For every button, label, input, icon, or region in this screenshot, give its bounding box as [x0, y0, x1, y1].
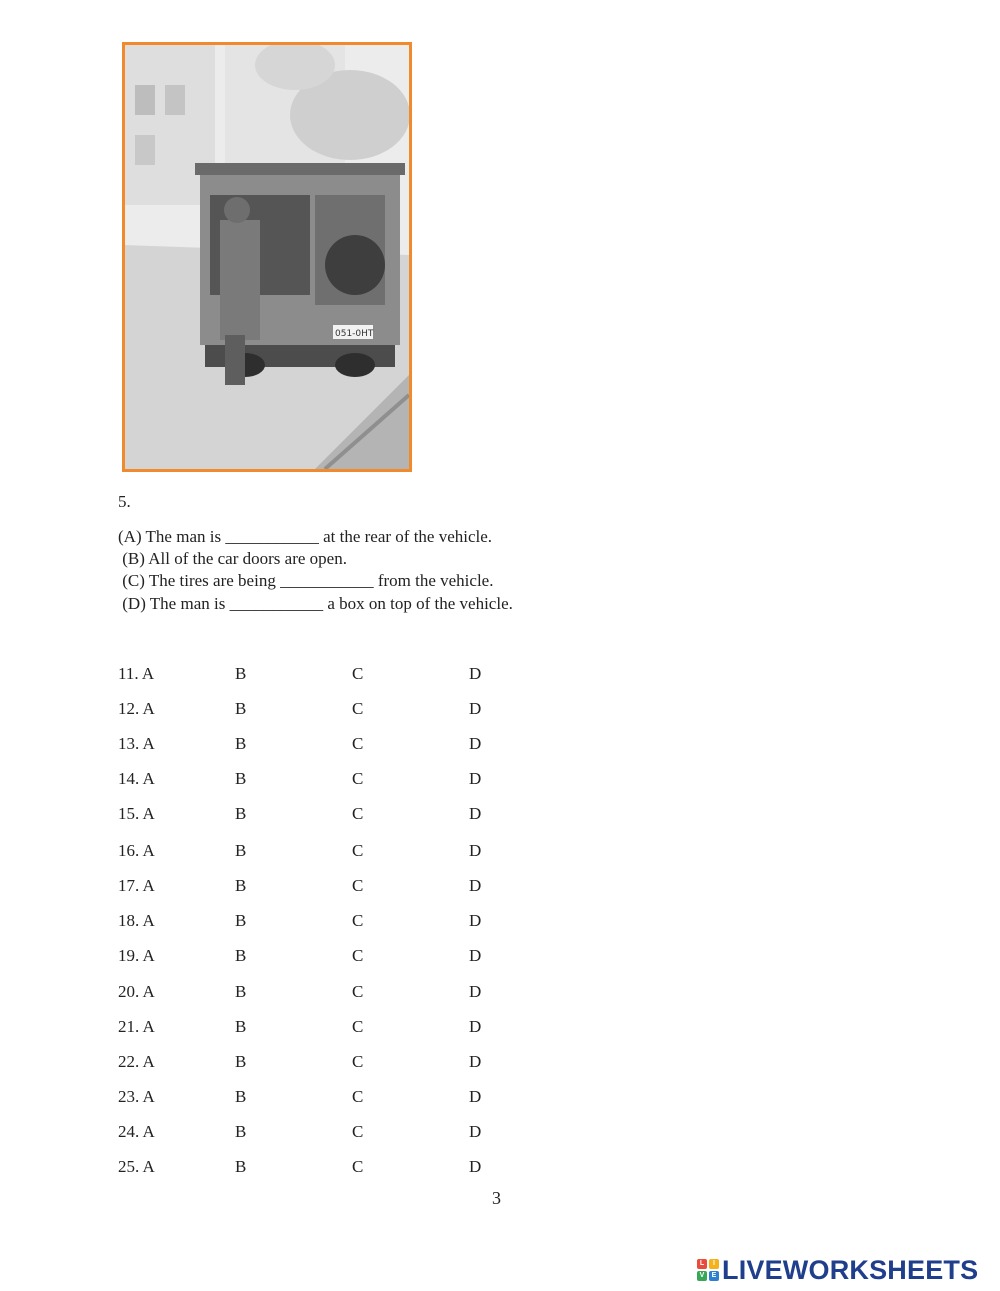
- answer-option-a[interactable]: 11. A: [118, 664, 155, 683]
- question-number: 5.: [118, 492, 131, 511]
- answer-option-d[interactable]: D: [469, 664, 482, 683]
- answer-option-c[interactable]: C: [352, 841, 364, 860]
- vehicle-photo-image: [125, 45, 409, 469]
- answer-option-c[interactable]: C: [352, 982, 364, 1001]
- answer-option-b[interactable]: B: [235, 946, 247, 965]
- answer-option-a[interactable]: 20. A: [118, 982, 155, 1001]
- option-b: (B) All of the car doors are open.: [118, 549, 347, 568]
- page-number: 3: [492, 1188, 501, 1208]
- answer-option-d[interactable]: D: [469, 1087, 482, 1106]
- liveworksheets-logo[interactable]: [697, 1255, 978, 1285]
- answer-option-c[interactable]: C: [352, 1122, 364, 1141]
- logo-wordmark: LIVEWORKSHEETS: [722, 1254, 979, 1285]
- answer-option-b[interactable]: B: [235, 804, 247, 823]
- answer-option-c[interactable]: C: [352, 1087, 364, 1106]
- answer-option-a[interactable]: 17. A: [118, 876, 155, 895]
- answer-option-b[interactable]: B: [235, 1087, 247, 1106]
- answer-option-b[interactable]: B: [235, 1017, 247, 1036]
- answer-option-a[interactable]: 12. A: [118, 699, 155, 718]
- answer-option-d[interactable]: D: [469, 841, 482, 860]
- answer-option-c[interactable]: C: [352, 804, 364, 823]
- option-c: (C) The tires are being ___________ from the vehicle.: [118, 571, 494, 590]
- answer-option-c[interactable]: C: [352, 876, 364, 895]
- answer-option-c[interactable]: C: [352, 699, 364, 718]
- answer-option-d[interactable]: D: [469, 946, 482, 965]
- answer-option-d[interactable]: D: [469, 734, 482, 753]
- answer-option-a[interactable]: 23. A: [118, 1087, 155, 1106]
- answer-option-a[interactable]: 16. A: [118, 841, 155, 860]
- answer-option-d[interactable]: D: [469, 769, 482, 788]
- logo-block-e: E: [709, 1271, 719, 1281]
- answer-option-b[interactable]: B: [235, 1052, 247, 1071]
- logo-blocks-icon: [697, 1259, 719, 1281]
- answer-option-a[interactable]: 25. A: [118, 1157, 155, 1176]
- answer-option-c[interactable]: C: [352, 1157, 364, 1176]
- answer-option-c[interactable]: C: [352, 946, 364, 965]
- answer-option-a[interactable]: 18. A: [118, 911, 155, 930]
- answer-option-b[interactable]: B: [235, 841, 247, 860]
- answer-option-d[interactable]: D: [469, 911, 482, 930]
- answer-option-a[interactable]: 22. A: [118, 1052, 155, 1071]
- answer-option-d[interactable]: D: [469, 1157, 482, 1176]
- answer-option-d[interactable]: D: [469, 1017, 482, 1036]
- answer-option-d[interactable]: D: [469, 699, 482, 718]
- vehicle-photo: [122, 42, 412, 472]
- answer-option-b[interactable]: B: [235, 982, 247, 1001]
- answer-option-b[interactable]: B: [235, 1157, 247, 1176]
- answer-option-b[interactable]: B: [235, 876, 247, 895]
- answer-option-b[interactable]: B: [235, 911, 247, 930]
- logo-block-v: V: [697, 1271, 707, 1281]
- answer-option-d[interactable]: D: [469, 1052, 482, 1071]
- answer-option-a[interactable]: 15. A: [118, 804, 155, 823]
- answer-option-d[interactable]: D: [469, 1122, 482, 1141]
- answer-option-d[interactable]: D: [469, 982, 482, 1001]
- answer-option-b[interactable]: B: [235, 734, 247, 753]
- logo-block-l: L: [697, 1259, 707, 1269]
- answer-option-c[interactable]: C: [352, 1017, 364, 1036]
- answer-option-c[interactable]: C: [352, 734, 364, 753]
- option-a: (A) The man is ___________ at the rear of the vehicle.: [118, 527, 493, 546]
- answer-option-c[interactable]: C: [352, 769, 364, 788]
- logo-block-i: I: [709, 1259, 719, 1269]
- answer-option-a[interactable]: 13. A: [118, 734, 155, 753]
- answer-option-b[interactable]: B: [235, 699, 247, 718]
- answer-option-c[interactable]: C: [352, 911, 364, 930]
- answer-option-d[interactable]: D: [469, 804, 482, 823]
- answer-option-b[interactable]: B: [235, 769, 247, 788]
- answer-option-c[interactable]: C: [352, 1052, 364, 1071]
- answer-option-b[interactable]: B: [235, 664, 247, 683]
- license-plate: 051-0HT: [335, 329, 374, 339]
- answer-option-a[interactable]: 21. A: [118, 1017, 155, 1036]
- answer-option-a[interactable]: 19. A: [118, 946, 155, 965]
- answer-option-b[interactable]: B: [235, 1122, 247, 1141]
- option-d: (D) The man is ___________ a box on top of the vehicle.: [118, 594, 513, 613]
- answer-option-a[interactable]: 14. A: [118, 769, 155, 788]
- answer-option-c[interactable]: C: [352, 664, 364, 683]
- answer-option-a[interactable]: 24. A: [118, 1122, 155, 1141]
- answer-option-d[interactable]: D: [469, 876, 482, 895]
